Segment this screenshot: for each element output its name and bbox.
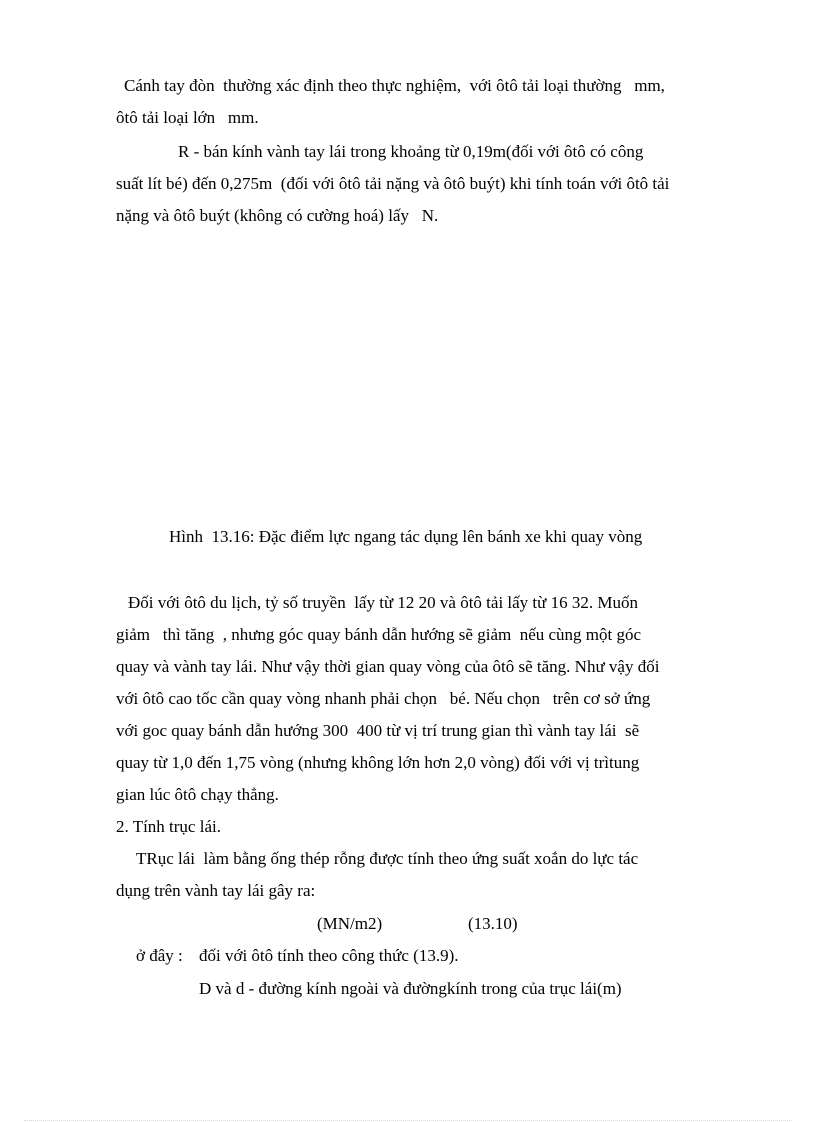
paragraph-1-line-2: ôtô tải loại lớn mm.	[116, 108, 259, 127]
paragraph-4-line-1: TRục lái làm bằng ống thép rỗng được tính theo ứng suất xoắn do lực tác	[136, 849, 639, 868]
paragraph-1-line-1: Cánh tay đòn thường xác định theo thực nghiệm, với ôtô tải loại thường mm,	[124, 76, 665, 95]
page-bottom-divider	[24, 1120, 792, 1121]
paragraph-3-line-4: với ôtô cao tốc cần quay vòng nhanh phải chọn bé. Nếu chọn trên cơ sở ứng	[116, 689, 651, 708]
paragraph-2-line-3: nặng và ôtô buýt (không có cường hoá) lấy N.	[116, 206, 439, 225]
paragraph-3-line-2: giảm thì tăng , nhưng góc quay bánh dẫn hướng sẽ giảm nếu cùng một góc	[116, 625, 642, 644]
section-heading: 2. Tính trục lái.	[116, 817, 221, 836]
formula-number: (13.10)	[468, 914, 518, 933]
paragraph-3-line-7: gian lúc ôtô chạy thẳng.	[116, 785, 279, 804]
paragraph-4-line-2: dụng trên vành tay lái gây ra:	[116, 881, 316, 900]
paragraph-3-line-1: Đối với ôtô du lịch, tỷ số truyền lấy từ 12 20 và ôtô tải lấy từ 16 32. Muốn	[128, 593, 638, 612]
figure-caption: Hình 13.16: Đặc điểm lực ngang tác dụng lên bánh xe khi quay vòng	[169, 527, 643, 546]
paragraph-2-line-2: suất lít bé) đến 0,275m (đối với ôtô tải nặng và ôtô buýt) khi tính toán với ôtô tải	[116, 174, 670, 193]
formula-unit: (MN/m2)	[317, 914, 383, 933]
paragraph-3-line-6: quay từ 1,0 đến 1,75 vòng (nhưng không lớn hơn 2,0 vòng) đối với vị trìtung	[116, 753, 640, 772]
paragraph-3-line-3: quay và vành tay lái. Như vậy thời gian quay vòng của ôtô sẽ tăng. Như vậy đối	[116, 657, 660, 676]
paragraph-3-line-5: với goc quay bánh dẫn hướng 300 400 từ vị trí trung gian thì vành tay lái sẽ	[116, 721, 640, 740]
where-label: ở đây :	[136, 946, 183, 965]
paragraph-2-line-1: R - bán kính vành tay lái trong khoảng từ 0,19m(đối với ôtô có công	[178, 142, 644, 161]
where-text: đối với ôtô tính theo công thức (13.9).	[199, 946, 459, 965]
definition-line: D và d - đường kính ngoài và đườngkính trong của trục lái(m)	[199, 979, 622, 998]
